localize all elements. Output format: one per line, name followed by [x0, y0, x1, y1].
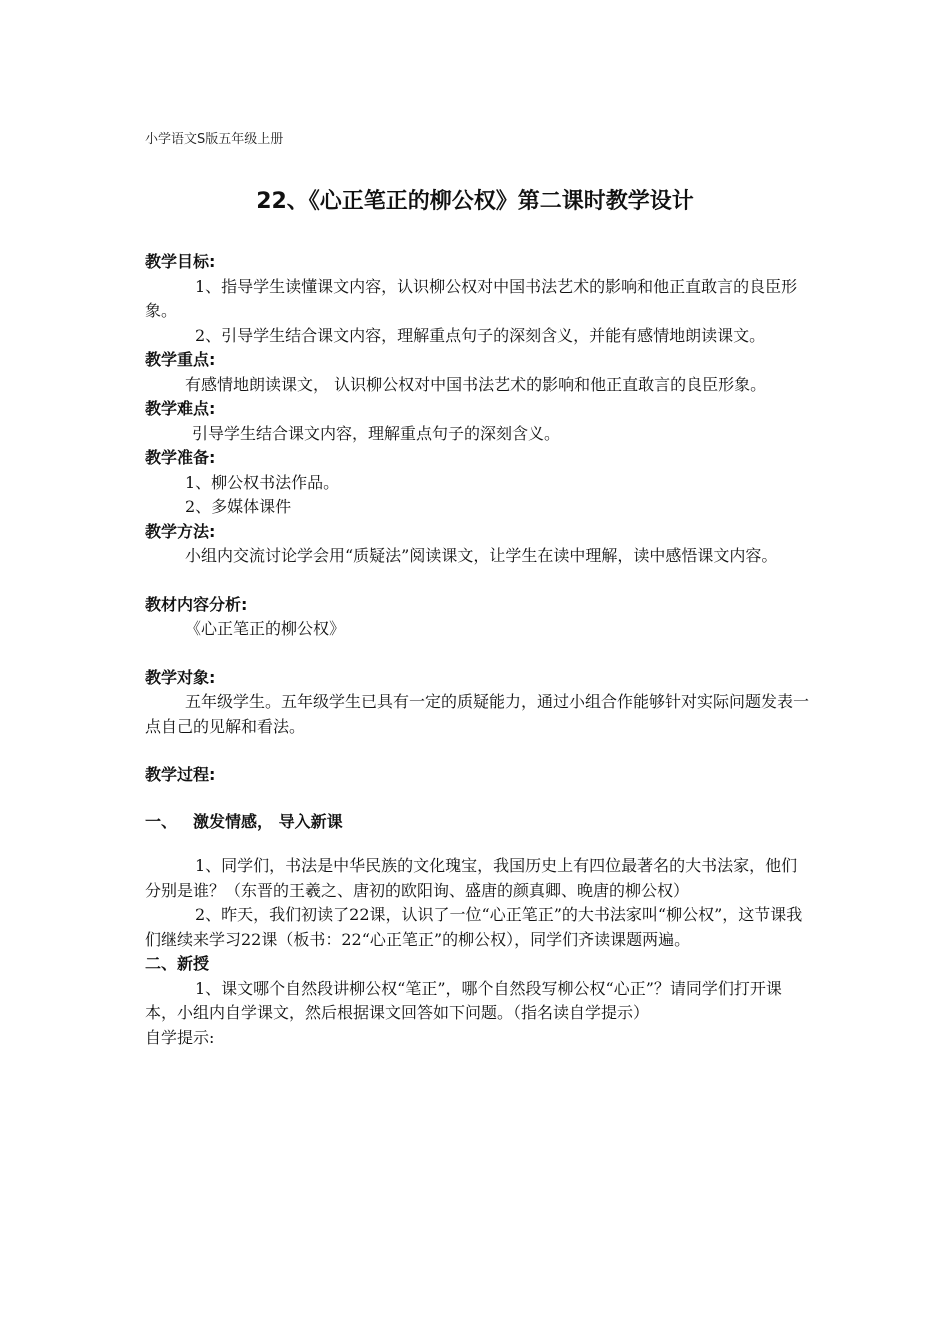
- methods-heading: 教学方法:: [145, 521, 216, 541]
- document-title: 22、《心正笔正的柳公权》第二课时教学设计: [256, 189, 694, 214]
- difficulties-heading: 教学难点:: [145, 399, 216, 418]
- key-points-text: 有感情地朗读课文， 认识柳公权对中国书法艺术的影响和他正直敢言的良臣形象。: [185, 374, 767, 394]
- preparation-heading: 教学准备:: [145, 448, 216, 467]
- difficulties-text: 引导学生结合课文内容，理解重点句子的深刻含义。: [192, 423, 561, 443]
- section-one-title: 激发情感， 导入新课: [193, 811, 343, 831]
- section-one-number: 一、: [145, 811, 178, 831]
- analysis-text: 《心正笔正的柳公权》: [185, 619, 346, 638]
- audience-heading: 教学对象:: [145, 667, 216, 687]
- analysis-heading: 教材内容分析:: [145, 594, 248, 614]
- key-points-heading: 教学重点:: [145, 350, 216, 369]
- objectives-heading: 教学目标:: [145, 252, 216, 271]
- preparation-item: 2、多媒体课件: [185, 497, 292, 516]
- methods-text: 小组内交流讨论学会用“质疑法”阅读课文，让学生在读中理解，读中感悟课文内容。: [185, 546, 778, 565]
- self-study-hint-label: 自学提示:: [145, 1027, 215, 1047]
- process-heading: 教学过程:: [145, 765, 216, 784]
- page-header: 小学语文S版五年级上册: [145, 132, 284, 147]
- objective-item: 2、引导学生结合课文内容，理解重点句子的深刻含义，并能有感情地朗读课文。: [195, 325, 766, 345]
- section-one-heading: [145, 810, 810, 835]
- section-two-paragraph: 1、课文哪个自然段讲柳公权“笔正”，哪个自然段写柳公权“心正”？请同学们打开课本，小组内自学课文，然后根据课文回答如下问题。（指名读自学提示）: [145, 978, 782, 1022]
- preparation-item: 1、柳公权书法作品。: [185, 472, 340, 492]
- section-one-paragraph: 1、同学们，书法是中华民族的文化瑰宝，我国历史上有四位最著名的大书法家，他们分别是谁？（东晋的王羲之、唐初的欧阳询、盛唐的颜真卿、晚唐的柳公权）: [145, 856, 798, 900]
- section-one-paragraph: 2、昨天，我们初读了22课，认识了一位“心正笔正”的大书法家叫“柳公权”，这节课我们继续来学习22课（板书：22“心正笔正”的柳公权），同学们齐读课题两遍。: [145, 905, 803, 949]
- audience-text: 五年级学生。五年级学生已具有一定的质疑能力，通过小组合作能够针对实际问题发表一点自己的见解和看法。: [145, 692, 810, 736]
- objective-item: 1、指导学生读懂课文内容，认识柳公权对中国书法艺术的影响和他正直敢言的良臣形象。: [145, 276, 798, 320]
- document-body: [145, 250, 810, 1050]
- section-two-heading: 二、新授: [145, 954, 210, 973]
